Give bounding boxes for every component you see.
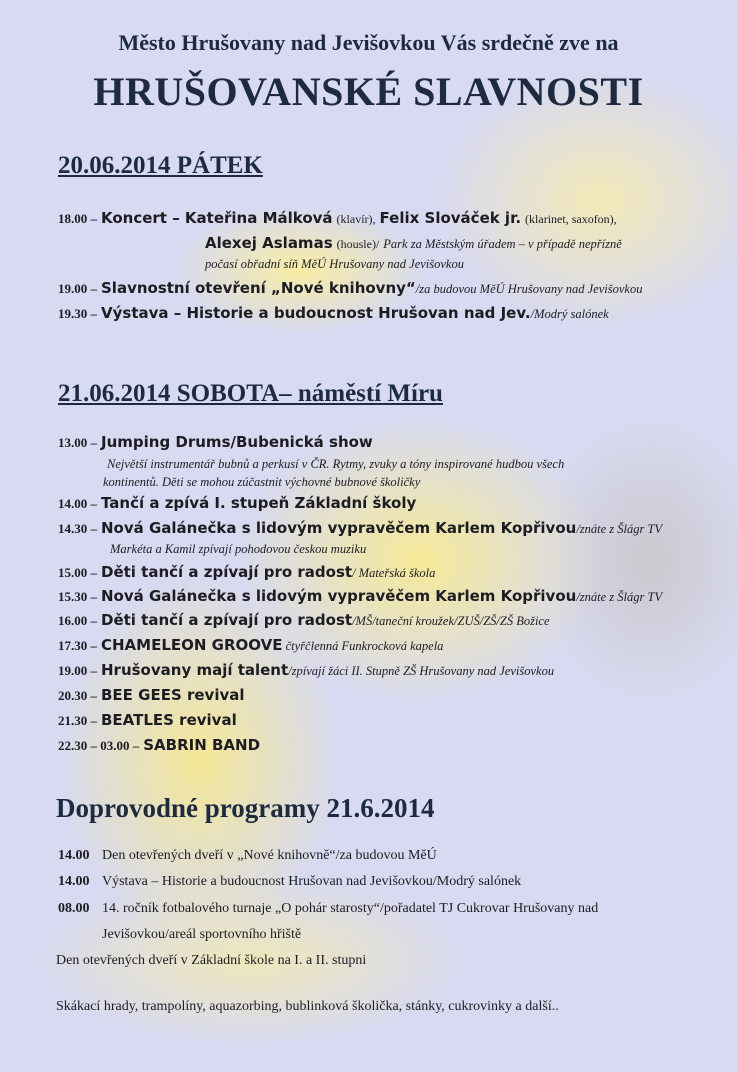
extra-item: 14.00 Výstava – Historie a budoucnost Hrušovan nad Jevišovkou/Modrý salónek [58, 874, 522, 889]
schedule-item: 17.30 – CHAMELEON GROOVE čtyřčlenná Funkrocková kapela [58, 636, 444, 654]
schedule-item: 14.00 – Tančí a zpívá I. stupeň Základní školy [58, 494, 417, 512]
page-title: HRUŠOVANSKÉ SLAVNOSTI [93, 69, 644, 114]
extra-item: 08.00 14. ročník fotbalového turnaje „O pohár starosty“/pořadatel TJ Cukrovar Hrušovany nad [58, 901, 599, 916]
schedule-item-continuation: počasí obřadní síň MěÚ Hrušovany nad Jevišovkou [205, 257, 464, 271]
schedule-item: 18.00 – Koncert – Kateřina Málková (klavír), Felix Slováček jr. (klarinet, saxofon), [58, 209, 617, 227]
schedule-item: 20.30 – BEE GEES revival [58, 686, 245, 704]
day2-heading: 21.06.2014 SOBOTA– náměstí Míru [58, 380, 443, 407]
schedule-item: 15.00 – Děti tančí a zpívají pro radost/ Mateřská škola [58, 563, 436, 581]
schedule-item-description: kontinentů. Děti se mohou zúčastnit výchovné bubnové školičky [103, 475, 421, 489]
schedule-item-continuation: Alexej Aslamas (housle)/ Park za Městským úřadem – v případě nepřízně [205, 234, 622, 252]
extra-item-continuation: Jevišovkou/areál sportovního hřiště [102, 927, 302, 942]
schedule-item: 16.00 – Děti tančí a zpívají pro radost/MŠ/taneční kroužek/ZUŠ/ZŠ/ZŠ Božice [58, 611, 550, 629]
schedule-item: 19.00 – Slavnostní otevření „Nové knihovny“/za budovou MěÚ Hrušovany nad Jevišovkou [58, 279, 643, 297]
schedule-item: 22.30 – 03.00 – SABRIN BAND [58, 736, 261, 754]
extra-item: 14.00 Den otevřených dveří v „Nové knihovně“/za budovou MěÚ [58, 848, 437, 863]
invitation-line: Město Hrušovany nad Jevišovkou Vás srdečně zve na [118, 30, 619, 55]
schedule-item-description: Největší instrumentář bubnů a perkusí v ČR. Rytmy, zvuky a tóny inspirované hudbou všech [107, 457, 565, 471]
schedule-item-description: Markéta a Kamil zpívají pohodovou českou muziku [110, 542, 367, 556]
schedule-item: 15.30 – Nová Galánečka s lidovým vypravěčem Karlem Kopřivou/znáte z Šlágr TV [58, 587, 663, 605]
extra-heading: Doprovodné programy 21.6.2014 [56, 793, 435, 823]
schedule-item: 13.00 – Jumping Drums/Bubenická show [58, 433, 373, 451]
schedule-item: 19.30 – Výstava – Historie a budoucnost Hrušovan nad Jev./Modrý salónek [58, 304, 609, 322]
schedule-item: 19.00 – Hrušovany mají talent/zpívají žáci II. Stupně ZŠ Hrušovany nad Jevišovkou [58, 661, 555, 679]
extra-more-line: Skákací hrady, trampolíny, aquazorbing, bublinková školička, stánky, cukrovinky a další.. [56, 999, 559, 1014]
extra-school-line: Den otevřených dveří v Základní škole na I. a II. stupni [56, 953, 367, 968]
schedule-item: 21.30 – BEATLES revival [58, 711, 237, 729]
schedule-item: 14.30 – Nová Galánečka s lidovým vypravěčem Karlem Kopřivou/znáte z Šlágr TV [58, 519, 663, 537]
day1-heading: 20.06.2014 PÁTEK [58, 152, 263, 179]
